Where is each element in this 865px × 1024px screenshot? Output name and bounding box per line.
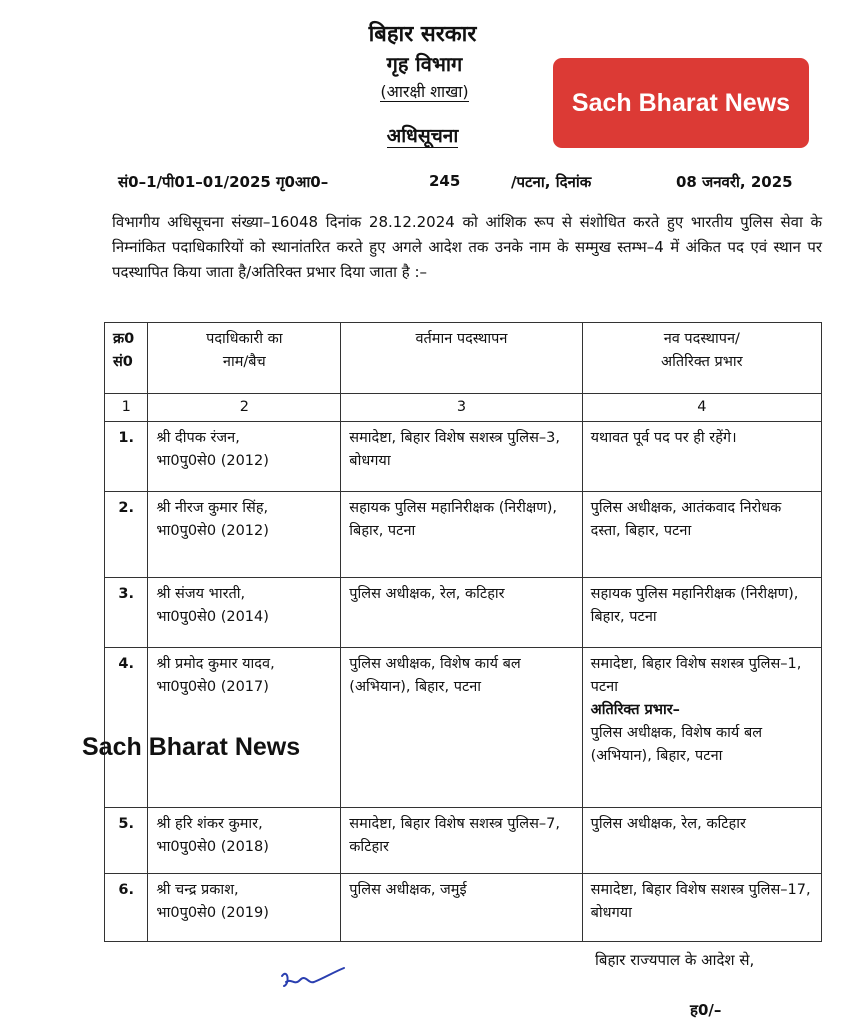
officer-batch: भा0पु0से0 (2012) <box>156 453 269 469</box>
header-current <box>341 323 582 394</box>
header-new-line1: नव पदस्थापन/ <box>663 331 740 347</box>
header-name-line2: नाम/बैच <box>222 354 266 370</box>
new-posting: पुलिस अधीक्षक, रेल, कटिहार <box>582 808 821 874</box>
additional-charge: पुलिस अधीक्षक, विशेष कार्य बल (अभियान), बिहार, पटना <box>590 725 763 764</box>
watermark-overlay: Sach Bharat News <box>82 733 301 761</box>
new-posting: यथावत पूर्व पद पर ही रहेंगे। <box>582 422 821 492</box>
header-branch: (आरक्षी शाखा) <box>380 82 469 101</box>
current-posting: पुलिस अधीक्षक, रेल, कटिहार <box>341 578 582 648</box>
transfer-table <box>104 322 822 942</box>
officer-cell <box>148 874 341 942</box>
table-row <box>105 808 822 874</box>
officer-batch: भा0पु0से0 (2017) <box>156 679 269 695</box>
governor-order-line: बिहार राज्यपाल के आदेश से, <box>595 951 755 969</box>
header-new <box>582 323 821 394</box>
signed-mark: ह0/– <box>690 1001 722 1019</box>
row-serial: 3. <box>105 578 148 648</box>
officer-batch: भा0पु0से0 (2018) <box>156 839 269 855</box>
new-posting: पुलिस अधीक्षक, आतंकवाद निरोधक दस्ता, बिहार, पटना <box>582 492 821 578</box>
column-index: 4 <box>582 394 821 422</box>
header-name-line1: पदाधिकारी का <box>206 331 283 347</box>
officer-name: श्री नीरज कुमार सिंह, <box>156 500 269 516</box>
date: 08 जनवरी, 2025 <box>676 173 793 191</box>
header-name <box>148 323 341 394</box>
intro-paragraph: विभागीय अधिसूचना संख्या–16048 दिनांक 28.12.2024 को आंशिक रूप से संशोधित करते हुए भारतीय पुलिस सेवा के निम्नांकित पदाधिकारियों को स्थानांतरित करते हुए अगले आदेश तक उनके नाम के सम्मुख स्तम्भ–4 में अंकित पद एवं स्थान पर पदस्थापित किया जाता है/अतिरिक्त प्रभार दिया जाता है :– <box>112 213 822 281</box>
column-index-row <box>105 394 822 422</box>
officer-cell <box>148 492 341 578</box>
new-posting: सहायक पुलिस महानिरीक्षक (निरीक्षण), बिहार, पटना <box>582 578 821 648</box>
table-header-row <box>105 323 822 394</box>
current-posting: पुलिस अधीक्षक, विशेष कार्य बल (अभियान), बिहार, पटना <box>341 648 582 808</box>
officer-name: श्री चन्द्र प्रकाश, <box>156 882 239 898</box>
current-posting: सहायक पुलिस महानिरीक्षक (निरीक्षण), बिहार, पटना <box>341 492 582 578</box>
memo-number: 245 <box>429 172 461 190</box>
doc-title: अधिसूचना <box>386 125 459 147</box>
reference-number: सं0–1/पी01–01/2025 गृ0आ0– <box>118 173 329 191</box>
officer-name: श्री दीपक रंजन, <box>156 430 240 446</box>
officer-batch: भा0पु0से0 (2019) <box>156 905 269 921</box>
row-serial: 4. <box>105 648 148 808</box>
officer-cell <box>148 578 341 648</box>
header-current-text: वर्तमान पदस्थापन <box>415 331 508 347</box>
table-row <box>105 648 822 808</box>
column-index: 2 <box>148 394 341 422</box>
column-index: 1 <box>105 394 148 422</box>
row-serial: 5. <box>105 808 148 874</box>
current-posting: समादेष्टा, बिहार विशेष सशस्त्र पुलिस–7, कटिहार <box>341 808 582 874</box>
place-date-label: /पटना, दिनांक <box>511 173 592 191</box>
additional-charge-label: अतिरिक्त प्रभार– <box>590 702 680 718</box>
table-row <box>105 578 822 648</box>
current-posting: समादेष्टा, बिहार विशेष सशस्त्र पुलिस–3, बोधगया <box>341 422 582 492</box>
officer-cell <box>148 808 341 874</box>
new-posting-cell <box>582 648 821 808</box>
header-serial <box>105 323 148 394</box>
header-department: गृह विभाग <box>386 52 463 76</box>
table-row <box>105 492 822 578</box>
header-serial-line2: सं0 <box>113 354 133 370</box>
officer-name: श्री संजय भारती, <box>156 586 246 602</box>
row-serial: 1. <box>105 422 148 492</box>
current-posting: पुलिस अधीक्षक, जमुई <box>341 874 582 942</box>
row-serial: 6. <box>105 874 148 942</box>
header-government: बिहार सरकार <box>368 22 477 47</box>
table-row <box>105 422 822 492</box>
officer-name: श्री हरि शंकर कुमार, <box>156 816 263 832</box>
new-posting: समादेष्टा, बिहार विशेष सशस्त्र पुलिस–17, बोधगया <box>582 874 821 942</box>
watermark-badge: Sach Bharat News <box>553 58 809 148</box>
officer-name: श्री प्रमोद कुमार यादव, <box>156 656 275 672</box>
header-serial-line1: क्र0 <box>113 331 135 347</box>
header-new-line2: अतिरिक्त प्रभार <box>661 354 743 370</box>
new-posting: समादेष्टा, बिहार विशेष सशस्त्र पुलिस–1, पटना <box>590 656 802 695</box>
officer-batch: भा0पु0से0 (2012) <box>156 523 269 539</box>
column-index: 3 <box>341 394 582 422</box>
signature-mark <box>278 962 348 992</box>
officer-cell <box>148 422 341 492</box>
row-serial: 2. <box>105 492 148 578</box>
table-row <box>105 874 822 942</box>
officer-cell <box>148 648 341 808</box>
officer-batch: भा0पु0से0 (2014) <box>156 609 269 625</box>
